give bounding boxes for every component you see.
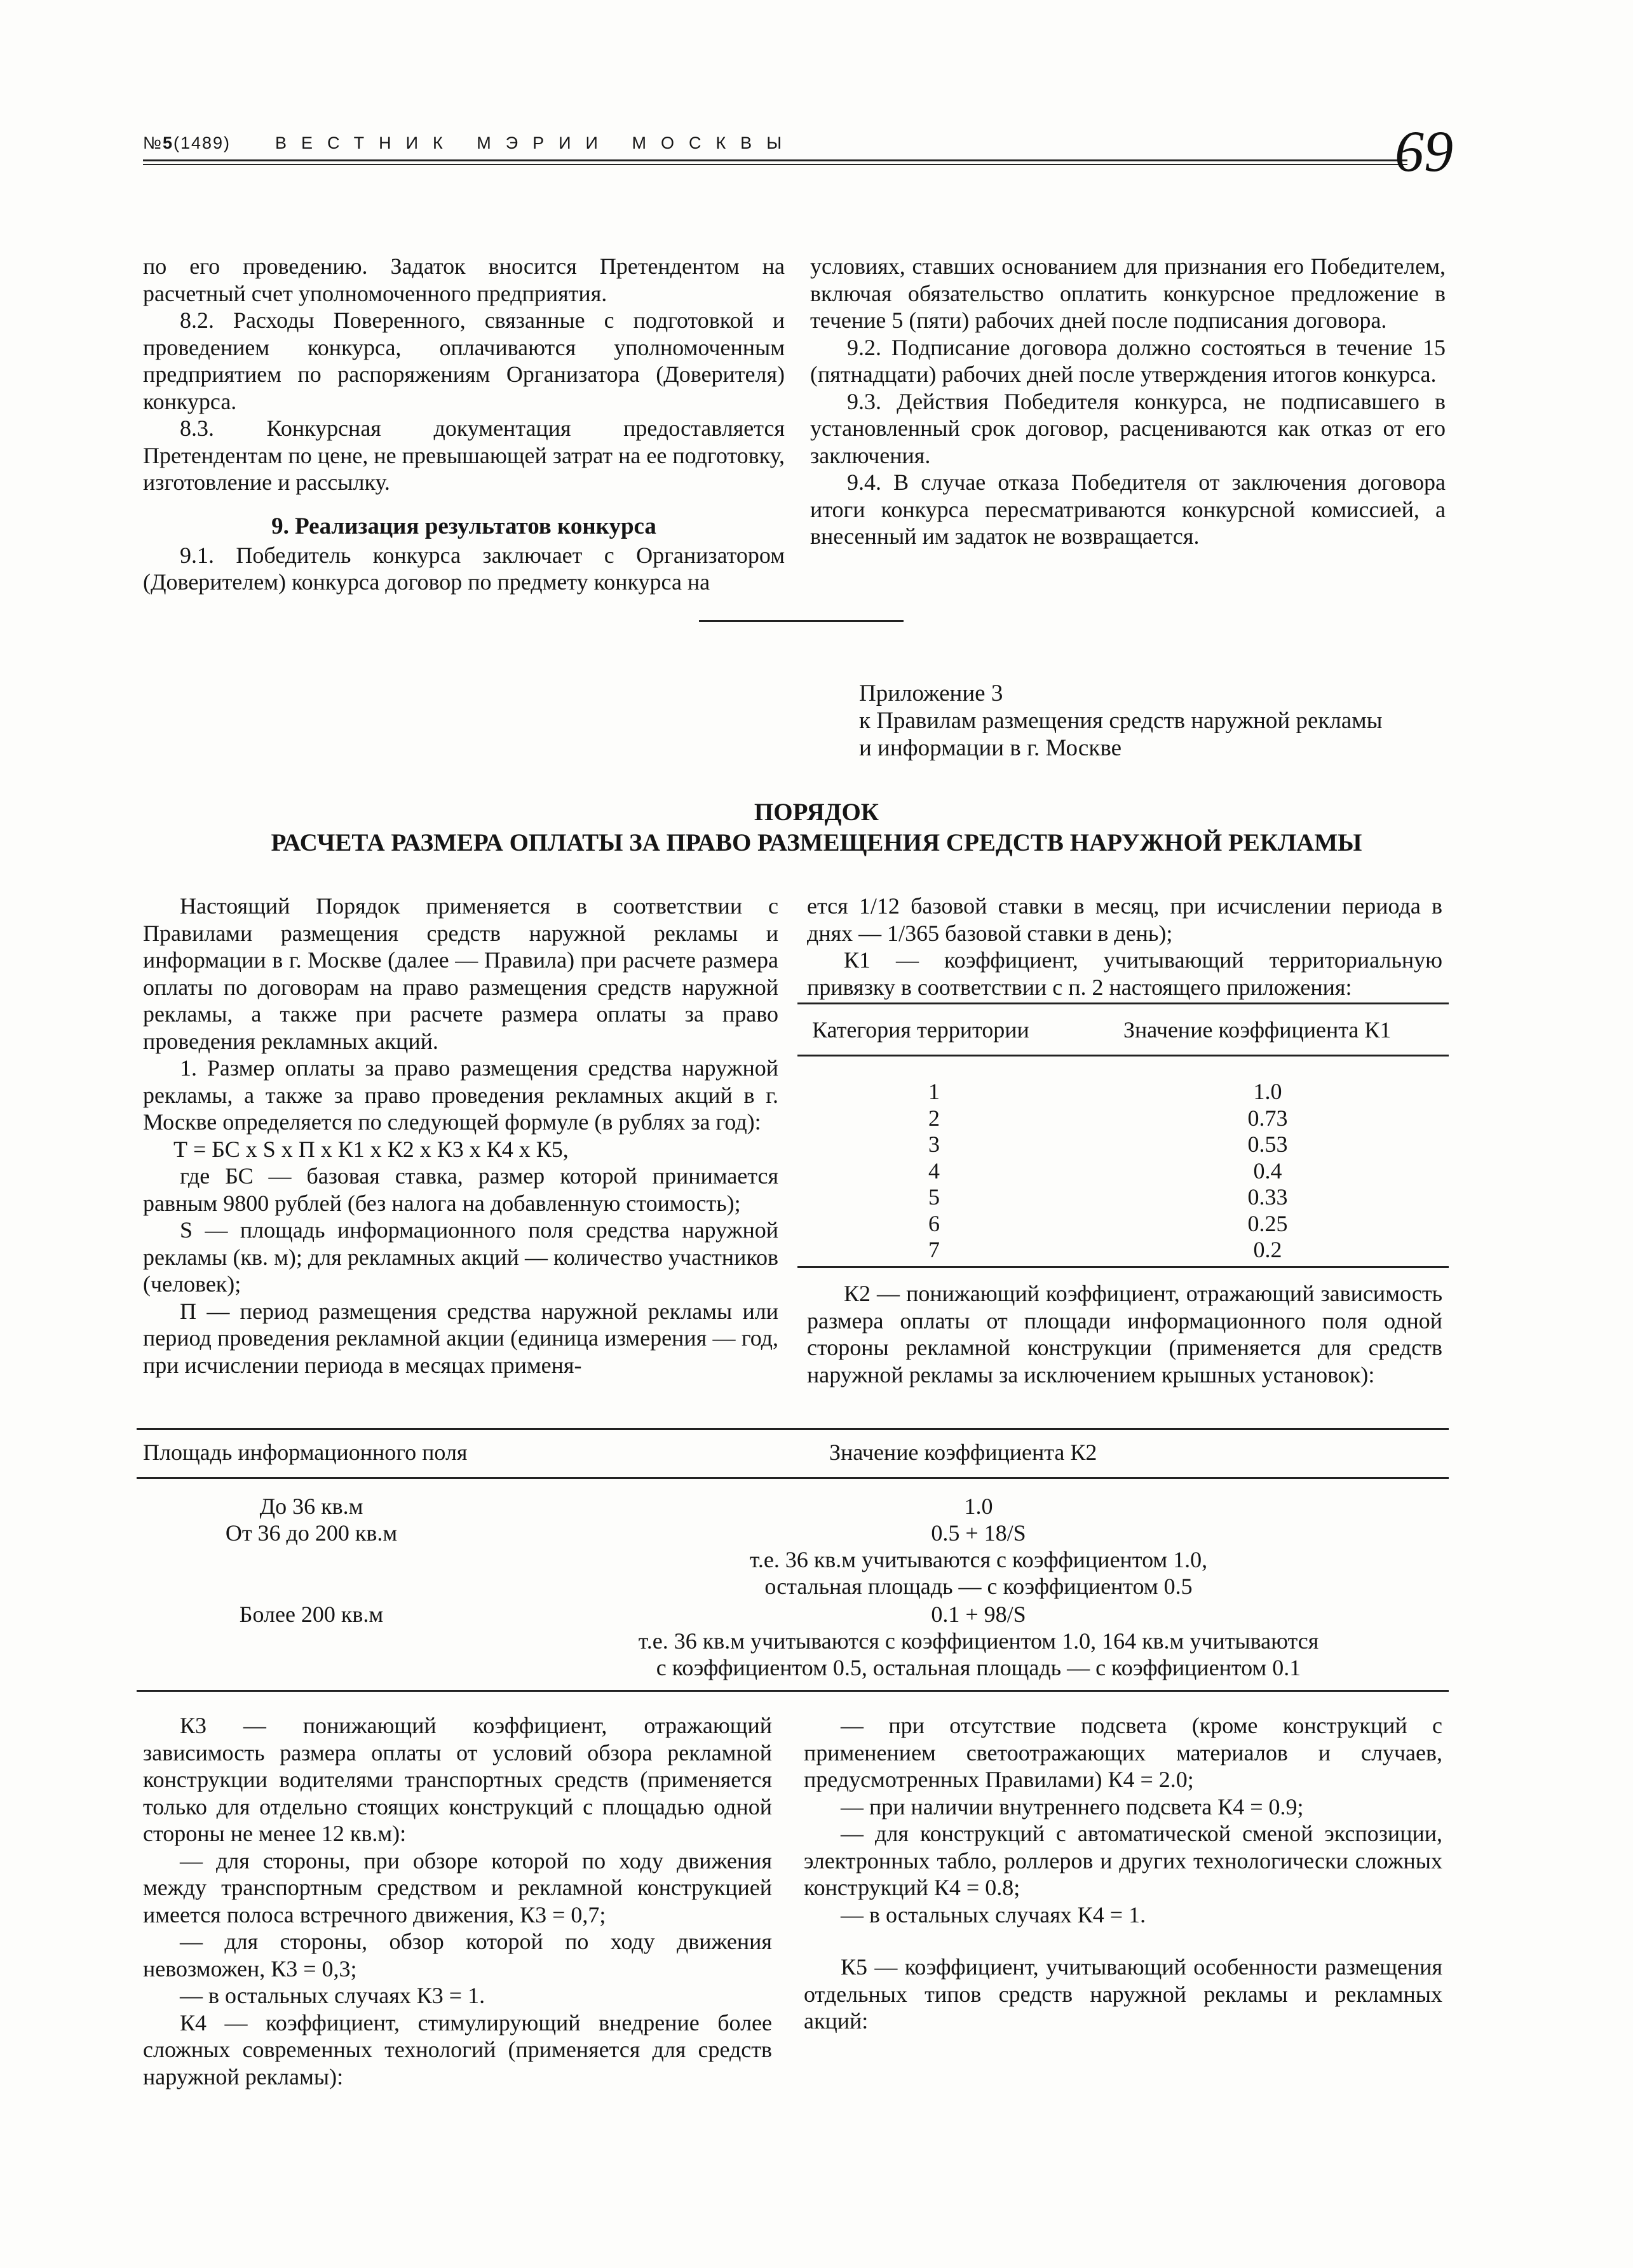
paragraph: — для конструкций с автоматической сменой экспозиции, электронных табло, роллеров и других технологически сложных конструкций К4 = 0.8;	[804, 1821, 1442, 1900]
paragraph: — при отсутствие подсвета (кроме конструкций с применением светоотражающих материалов и случаев, предусмотренных Правилами) К4 = 2.0;	[804, 1713, 1442, 1792]
issue-number	[143, 133, 231, 153]
table-k2-value-cell: 0.5 + 18/S	[931, 1520, 1026, 1546]
paragraph: — для стороны, при обзоре которой по ходу движения между транспортным средством и рекламной конструкцией имеется полоса встречного движения, К3 = 0,7;	[143, 1847, 772, 1927]
table-k1-category-cell: 5	[928, 1184, 940, 1210]
table-k2-area-cell: От 36 до 200 кв.м	[225, 1520, 398, 1546]
paragraph: — в остальных случаях К4 = 1.	[841, 1901, 1146, 1927]
header-rule-secondary	[143, 164, 1407, 165]
table-k1-value-cell: 0.53	[1247, 1131, 1288, 1157]
table-k1-bottom-rule	[797, 1266, 1449, 1268]
paragraph: — при наличии внутреннего подсвета К4 = 0.9;	[841, 1793, 1304, 1819]
paragraph: К1 — коэффициент, учитывающий территориальную привязку в соответствии с п. 2 настоящего приложения:	[807, 947, 1442, 1000]
paragraph: 8.2. Расходы Поверенного, связанные с подготовкой и проведением конкурса, оплачиваются уполномоченным предприятием по распоряжениям Организатора (Доверителя) конкурса.	[143, 307, 785, 414]
table-k2-area-cell: До 36 кв.м	[259, 1494, 363, 1519]
formula: Т = БС х S х П х К1 х К2 х К3 х К4 х К5,	[173, 1136, 569, 1162]
appendix-line: Приложение 3	[859, 680, 1003, 706]
page-number: 69	[1395, 119, 1453, 184]
table-k2-header-area: Площадь информационного поля	[143, 1440, 468, 1465]
table-k2-note: т.е. 36 кв.м учитываются с коэффициентом 1.0,	[749, 1547, 1208, 1572]
table-k2-header-value: Значение коэффициента К2	[829, 1440, 1097, 1465]
middle-right-column-cont	[807, 1280, 1442, 1388]
paragraph: — для стороны, обзор которой по ходу движения невозможен, К3 = 0,3;	[143, 1929, 772, 1981]
table-k1-value-cell: 0.4	[1253, 1158, 1282, 1184]
top-right-column	[810, 253, 1446, 550]
table-k1-category-cell: 2	[928, 1105, 940, 1131]
paragraph: 9.4. В случае отказа Победителя от заключения договора итоги конкурса пересматриваются конкурсной комиссией, а внесенный им задаток не возвращается.	[810, 469, 1446, 549]
issue-total: (1489)	[173, 133, 231, 152]
middle-right-column	[807, 893, 1442, 1001]
appendix-line: к Правилам размещения средств наружной рекламы	[859, 708, 1383, 734]
paragraph: 9.2. Подписание договора должно состояться в течение 15 (пятнадцати) рабочих дней после утверждения итогов конкурса.	[810, 334, 1446, 387]
header-rule	[143, 159, 1407, 161]
title-line: РАСЧЕТА РАЗМЕРА ОПЛАТЫ ЗА ПРАВО РАЗМЕЩЕНИЯ СРЕДСТВ НАРУЖНОЙ РЕКЛАМЫ	[271, 829, 1362, 856]
section-divider	[699, 620, 904, 622]
table-k1-value-cell: 0.73	[1247, 1105, 1288, 1131]
middle-left-column	[143, 893, 778, 1379]
table-k1-header-value: Значение коэффициента К1	[1123, 1017, 1392, 1043]
paragraph: 1. Размер оплаты за право размещения средства наружной рекламы, а также за право проведения рекламных акций в г. Москве определяется по следующей формуле (в рублях за год):	[143, 1055, 778, 1135]
table-k2-area-cell: Более 200 кв.м	[239, 1602, 384, 1627]
paragraph: К5 — коэффициент, учитывающий особенности размещения отдельных типов средств наружной рекламы и рекламных акций:	[804, 1954, 1442, 2034]
table-k2-note: остальная площадь — с коэффициентом 0.5	[764, 1574, 1193, 1599]
table-k1-value-cell: 0.25	[1247, 1210, 1288, 1236]
paragraph: S — площадь информационного поля средства наружной рекламы (кв. м); для рекламных акций — количество участников (человек);	[143, 1217, 778, 1297]
paragraph: Настоящий Порядок применяется в соответствии с Правилами размещения средств наружной рекламы и информации в г. Москве (далее — Правила) при расчете размера оплаты по договорам на право размещения средств наружной рекламы, а также при расчете размера оплаты за право проведения рекламных акций.	[143, 893, 778, 1054]
paragraph: условиях, ставших основанием для признания его Победителем, включая обязательство оплатить конкурсное предложение в течение 5 (пяти) рабочих дней после подписания договора.	[810, 253, 1446, 333]
table-k2-note: т.е. 36 кв.м учитываются с коэффициентом 1.0, 164 кв.м учитываются	[638, 1628, 1319, 1654]
running-header	[143, 132, 1407, 170]
paragraph: П — период размещения средства наружной рекламы или период проведения рекламной акции (единица измерения — год, при исчислении периода в месяцах применя-	[143, 1298, 778, 1378]
table-k1-header-category: Категория территории	[812, 1017, 1029, 1043]
table-k1-value-cell: 0.33	[1247, 1184, 1288, 1210]
paragraph: по его проведению. Задаток вносится Претендентом на расчетный счет уполномоченного предприятия.	[143, 253, 785, 306]
paragraph: 9.3. Действия Победителя конкурса, не подписавшего в установленный срок договор, расцениваются как отказ от его заключения.	[810, 388, 1446, 468]
table-k1-category-cell: 3	[928, 1131, 940, 1157]
table-k1-category-cell: 7	[928, 1237, 940, 1262]
paragraph: 9.1. Победитель конкурса заключает с Организатором (Доверителем) конкурса договор по предмету конкурса на	[143, 542, 785, 595]
table-k2-note: с коэффициентом 0.5, остальная площадь — с коэффициентом 0.1	[656, 1655, 1301, 1680]
issue-prefix: №	[143, 133, 163, 152]
table-k1-value-cell: 1.0	[1253, 1079, 1282, 1104]
table-k1-header-rule	[797, 1055, 1449, 1056]
table-k2-value-cell: 0.1 + 98/S	[931, 1602, 1026, 1627]
issue-number-value: 5	[162, 133, 173, 152]
table-k2-bottom-rule	[137, 1690, 1449, 1692]
table-k1-category-cell: 1	[928, 1079, 940, 1104]
journal-title: ВЕСТНИК МЭРИИ МОСКВЫ	[275, 133, 797, 152]
table-k2-value-cell: 1.0	[964, 1494, 993, 1519]
bottom-left-column	[143, 1712, 772, 2090]
table-k1-value-cell: 0.2	[1253, 1237, 1282, 1262]
top-left-column	[143, 253, 785, 596]
table-k1-category-cell: 4	[928, 1158, 940, 1184]
paragraph: К4 — коэффициент, стимулирующий внедрение более сложных современных технологий (применяется для средств наружной рекламы):	[143, 2009, 772, 2089]
table-k2-header-rule	[137, 1477, 1449, 1479]
table-k2-top-rule	[137, 1428, 1449, 1430]
title-line: ПОРЯДОК	[754, 799, 879, 826]
bottom-right-column	[804, 1712, 1442, 2035]
table-k1-top-rule	[797, 1002, 1449, 1004]
document-title	[127, 797, 1506, 858]
paragraph: 8.3. Конкурсная документация предоставляется Претендентам по цене, не превышающей затрат на ее подготовку, изготовление и рассылку.	[143, 415, 785, 495]
section-heading: 9. Реализация результатов конкурса	[271, 513, 656, 539]
appendix-line: и информации в г. Москве	[859, 735, 1121, 761]
paragraph: ется 1/12 базовой ставки в месяц, при исчислении периода в днях — 1/365 базовой ставки в день);	[807, 893, 1442, 946]
paragraph: К2 — понижающий коэффициент, отражающий зависимость размера оплаты от площади информационного поля одной стороны рекламной конструкции (применяется для средств наружной рекламы за исключением крышных установок):	[807, 1281, 1442, 1387]
paragraph: — в остальных случаях К3 = 1.	[180, 1983, 485, 2008]
paragraph: где БС — базовая ставка, размер которой принимается равным 9800 рублей (без налога на добавленную стоимость);	[143, 1163, 778, 1216]
paragraph: К3 — понижающий коэффициент, отражающий зависимость размера оплаты от условий обзора рекламной конструкции водителями транспортных средств (применяется только для отдельно стоящих конструкций с площадью одной стороны не менее 12 кв.м):	[143, 1713, 772, 1846]
appendix-reference	[859, 680, 1463, 762]
table-k1-category-cell: 6	[928, 1210, 940, 1236]
